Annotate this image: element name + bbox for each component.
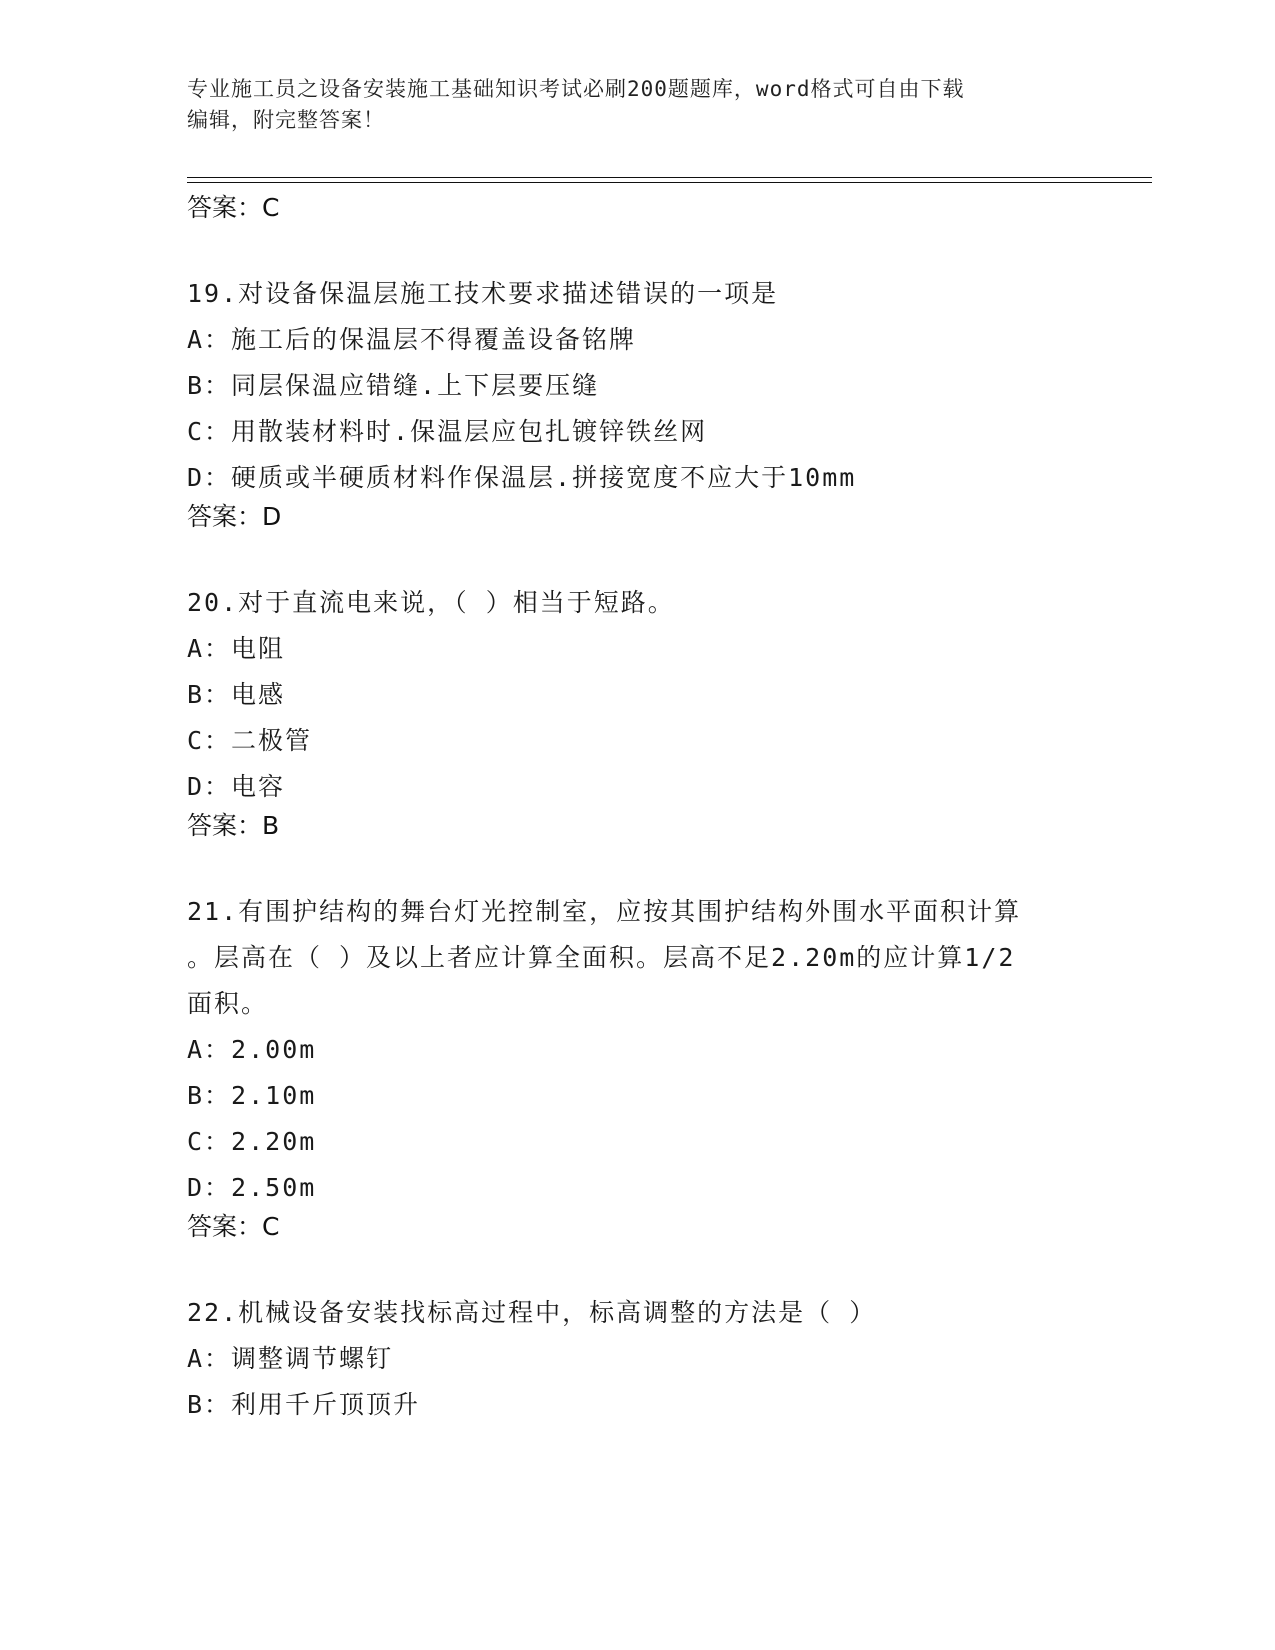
answer-q20: 答案：B xyxy=(187,811,280,840)
answer-q19: 答案：D xyxy=(187,502,282,531)
option-d: D：2.50m xyxy=(187,1173,317,1202)
document-body xyxy=(187,192,1087,1428)
spacer xyxy=(187,1243,1087,1290)
header-divider-top xyxy=(187,177,1152,178)
header-divider-bottom xyxy=(187,182,1152,183)
spacer xyxy=(187,842,1087,889)
question-stem-line-3: 面积。 xyxy=(187,989,269,1018)
option-b: B：利用千斤顶顶升 xyxy=(187,1390,421,1419)
option-d: D：硬质或半硬质材料作保温层.拼接宽度不应大于10mm xyxy=(187,463,857,492)
spacer xyxy=(187,533,1087,580)
question-stem: 20.对于直流电来说，（ ）相当于短路。 xyxy=(187,588,675,617)
question-stem-line-2: 。层高在（ ）及以上者应计算全面积。层高不足2.20m的应计算1/2 xyxy=(187,943,1016,972)
option-b: B：2.10m xyxy=(187,1081,317,1110)
option-b: B：电感 xyxy=(187,680,286,709)
question-stem: 19.对设备保温层施工技术要求描述错误的一项是 xyxy=(187,279,779,308)
option-a: A：调整调节螺钉 xyxy=(187,1344,394,1373)
option-c: C：用散装材料时.保温层应包扎镀锌铁丝网 xyxy=(187,417,708,446)
question-19 xyxy=(187,271,1087,533)
question-21 xyxy=(187,889,1087,1243)
option-a: A：2.00m xyxy=(187,1035,317,1064)
document-header xyxy=(187,74,1087,136)
option-a: A：电阻 xyxy=(187,634,286,663)
answer-q21: 答案：C xyxy=(187,1212,280,1241)
question-20 xyxy=(187,580,1087,842)
header-title-line-2: 编辑，附完整答案！ xyxy=(187,108,385,132)
answer-q18: 答案：C xyxy=(187,193,280,222)
option-c: C：二极管 xyxy=(187,726,313,755)
option-b: B：同层保温应错缝.上下层要压缝 xyxy=(187,371,600,400)
spacer xyxy=(187,224,1087,271)
question-stem-line-1: 21.有围护结构的舞台灯光控制室，应按其围护结构外围水平面积计算 xyxy=(187,897,1022,926)
option-c: C：2.20m xyxy=(187,1127,317,1156)
header-title-line-1: 专业施工员之设备安装施工基础知识考试必刷200题题库，word格式可自由下载 xyxy=(187,77,965,101)
question-stem: 22.机械设备安装找标高过程中，标高调整的方法是（ ） xyxy=(187,1298,877,1327)
option-a: A：施工后的保温层不得覆盖设备铭牌 xyxy=(187,325,637,354)
question-22 xyxy=(187,1290,1087,1428)
option-d: D：电容 xyxy=(187,772,286,801)
